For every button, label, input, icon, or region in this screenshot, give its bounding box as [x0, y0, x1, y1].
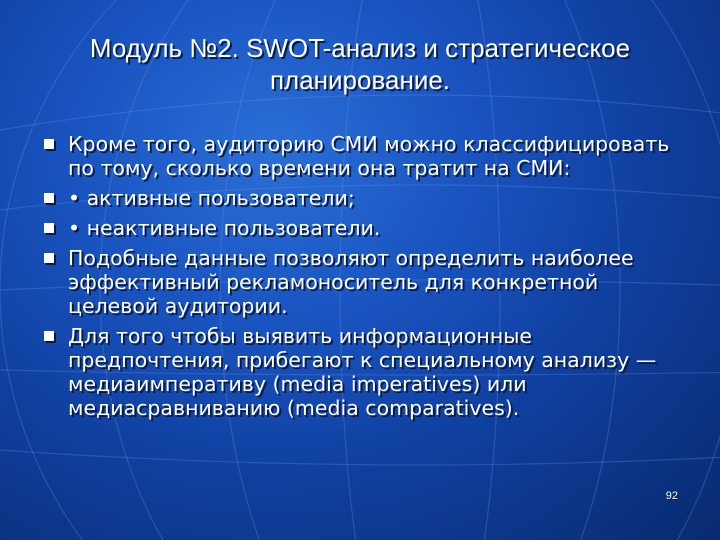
bullet-list	[44, 132, 684, 426]
square-bullet-icon	[44, 331, 54, 341]
bullet-text: • неактивные пользователи.	[68, 216, 381, 240]
bullet-text: Подобные данные позволяют определить наиболее эффективный рекламоноситель для конкретной целевой аудитории.	[68, 246, 634, 318]
bullet-text: Для того чтобы выявить информационные предпочтения, прибегают к специальному анализу — медиаимперативу (media imperatives) или медиасравниванию (media comparatives).	[68, 324, 657, 420]
bullet-item	[44, 324, 684, 420]
title-line-2: планирование.	[269, 65, 451, 95]
square-bullet-icon	[44, 223, 54, 233]
bullet-item	[44, 216, 684, 240]
square-bullet-icon	[44, 139, 54, 149]
bullet-text: Кроме того, аудиторию СМИ можно классифицировать по тому, сколько времени она тратит на СМИ:	[68, 132, 670, 180]
bullet-item	[44, 246, 684, 318]
slide-title	[40, 32, 680, 96]
title-line-1: Модуль №2. SWOT-анализ и стратегическое	[89, 33, 631, 63]
bullet-item	[44, 132, 684, 180]
square-bullet-icon	[44, 193, 54, 203]
bullet-text: • активные пользователи;	[68, 186, 355, 210]
bullet-item	[44, 186, 684, 210]
square-bullet-icon	[44, 253, 54, 263]
page-number: 92	[665, 490, 678, 502]
